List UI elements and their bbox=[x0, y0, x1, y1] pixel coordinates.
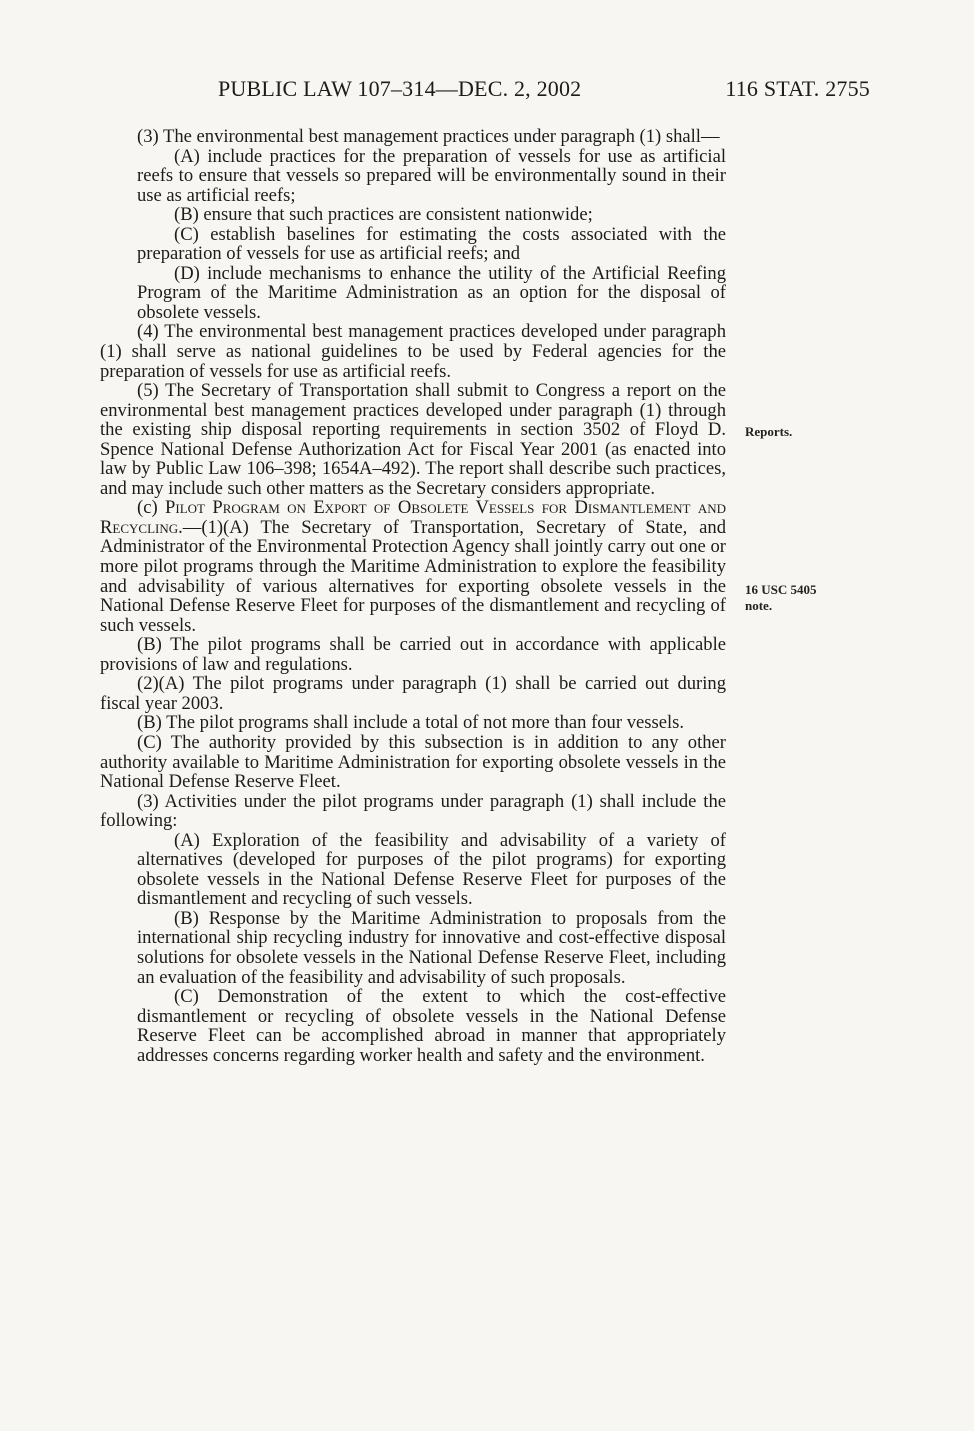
subsection-c-1b: (B) The pilot programs shall be carried out in accordance with applicable provisions of law and regulations. bbox=[100, 634, 726, 675]
subsection-c-2c: (C) The authority provided by this subsection is in addition to any other authority available to Maritime Administration for exporting obsolete vessels in the National Defense Reserve Fleet. bbox=[100, 731, 726, 793]
law-title: PUBLIC LAW 107–314—DEC. 2, 2002 bbox=[218, 76, 582, 101]
margin-note-usc bbox=[745, 582, 817, 614]
paragraph-3c: (C) establish baselines for estimating the costs associated with the preparation of vessels for use as artificial reefs; and bbox=[137, 223, 726, 265]
document-body bbox=[100, 127, 726, 1065]
margin-note-usc-line1: 16 USC 5405 bbox=[745, 582, 817, 597]
subsection-c-3a: (A) Exploration of the feasibility and advisability of a variety of alternatives (developed for purposes of the pilot programs) for exporting obsolete vessels in the National Defense Reserve Fleet for purposes of the dismantlement and recycling of such vessels. bbox=[137, 829, 726, 910]
subsection-c-heading: Pilot Program on Export of Obsolete Vessels for Dismantlement and Recycling. bbox=[100, 497, 726, 538]
subsection-c-3c: (C) Demonstration of the extent to which the cost-effective dismantlement or recycling of obsolete vessels in the National Defense Reserve Fleet can be accomplished abroad in manner that appropriately addresses concerns regarding worker health and safety and the environment. bbox=[137, 986, 726, 1066]
subsection-c-3: (3) Activities under the pilot programs under paragraph (1) shall include the following: bbox=[100, 790, 726, 832]
subsection-c-2a: (2)(A) The pilot programs under paragraph (1) shall be carried out during fiscal year 2003. bbox=[100, 673, 726, 714]
subsection-c-3b: (B) Response by the Maritime Administration to proposals from the international ship recycling industry for innovative and cost-effective disposal solutions for obsolete vessels in the National Defense Reserve Fleet, including an evaluation of the feasibility and advisability of such proposals. bbox=[137, 907, 726, 988]
paragraph-5: (5) The Secretary of Transportation shall submit to Congress a report on the environmental best management practices developed under paragraph (1) through the existing ship disposal reporting requirements in section 3502 of Floyd D. Spence National Defense Authorization Act for Fiscal Year 2001 (as enacted into law by Public Law 106–398; 1654A–492). The report shall describe such practices, and may include such other matters as the Secretary considers appropriate. bbox=[100, 380, 726, 499]
margin-note-usc-line2: note. bbox=[745, 598, 773, 613]
subsection-c-2b: (B) The pilot programs shall include a total of not more than four vessels. bbox=[137, 712, 685, 734]
paragraph-3: (3) The environmental best management practices under paragraph (1) shall— bbox=[137, 126, 720, 147]
margin-note-reports: Reports. bbox=[745, 424, 793, 439]
subsection-c-label: (c) bbox=[137, 497, 158, 519]
subsection-c-1a bbox=[100, 498, 726, 635]
stat-page-number: 116 STAT. 2755 bbox=[725, 76, 870, 101]
paragraph-3a: (A) include practices for the preparation of vessels for use as artificial reefs to ensure that vessels so prepared will be environmentally sound in their use as artificial reefs; bbox=[137, 145, 726, 206]
subsection-c-1a-text: —(1)(A) The Secretary of Transportation, Secretary of State, and Administrator of the Environmental Protection Agency shall jointly carry out one or more pilot programs through the Maritime Administration to explore the feasibility and advisability of various alternatives for exporting obsolete vessels in the National Defense Reserve Fleet for purposes of the dismantlement and recycling of such vessels. bbox=[100, 516, 726, 636]
paragraph-4: (4) The environmental best management practices developed under paragraph (1) shall serve as national guidelines to be used by Federal agencies for the preparation of vessels for use as artificial reefs. bbox=[100, 321, 726, 382]
page-header bbox=[100, 76, 870, 106]
paragraph-3d: (D) include mechanisms to enhance the utility of the Artificial Reefing Program of the Maritime Administration as an option for the disposal of obsolete vessels. bbox=[137, 262, 726, 323]
paragraph-3b: (B) ensure that such practices are consistent nationwide; bbox=[174, 204, 593, 226]
